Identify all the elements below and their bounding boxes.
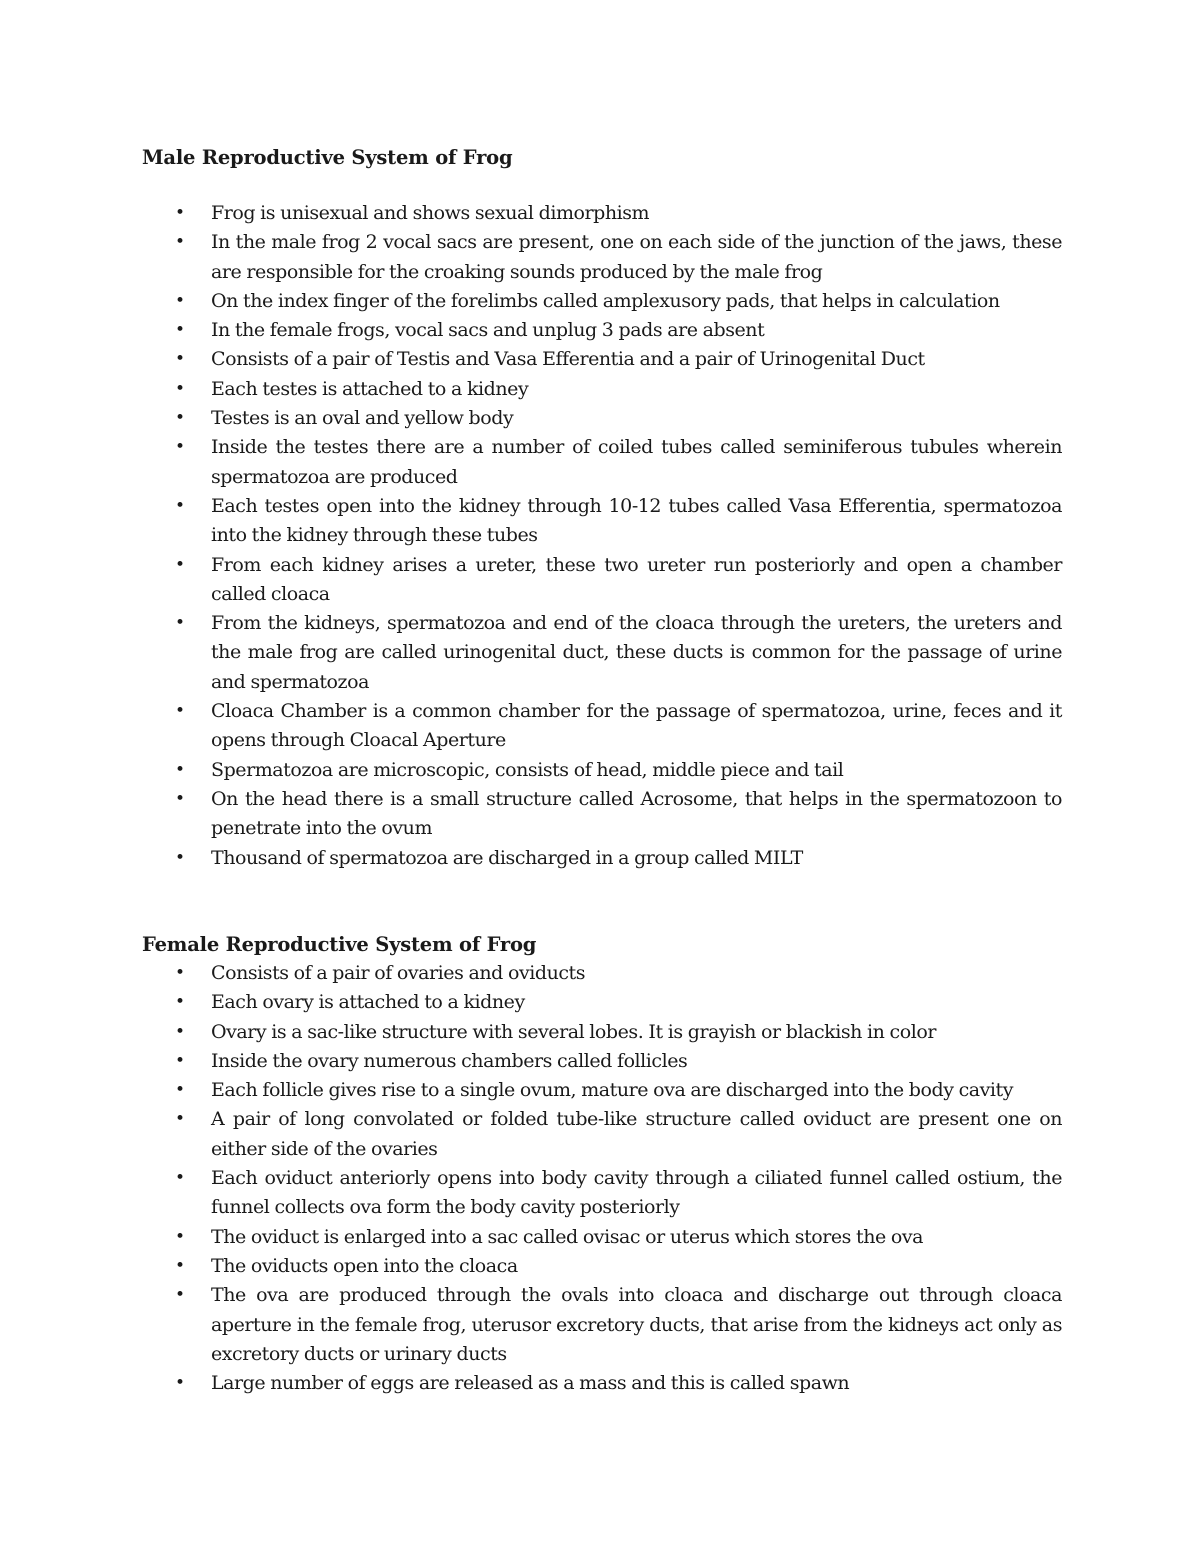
list-item — [142, 959, 1062, 988]
bullet-icon: • — [175, 290, 185, 311]
list-item-text: Frog is unisexual and shows sexual dimorphism — [211, 202, 650, 224]
list-item — [142, 1164, 1062, 1223]
list-item — [142, 492, 1062, 551]
list-item — [142, 1105, 1062, 1164]
list-item — [142, 287, 1062, 316]
female-bullet-list — [142, 959, 1062, 1398]
bullet-icon: • — [175, 1021, 185, 1042]
bullet-icon: • — [175, 495, 185, 516]
list-item-text: On the index finger of the forelimbs called amplexusory pads, that helps in calculation — [211, 289, 1000, 312]
male-bullet-list — [142, 199, 1062, 873]
bullet-icon: • — [175, 701, 185, 722]
list-item-text: Each follicle gives rise to a single ovum, mature ova are discharged into the body cavity — [211, 1079, 1014, 1102]
list-item-text: The ova are produced through the ovals into cloaca and discharge out through cloaca aperture in the female frog, uterusor excretory ducts, that arise from the kidneys act only as excretory ducts or urinary ducts — [211, 1284, 1062, 1365]
list-item — [142, 551, 1062, 610]
list-item-text: The oviduct is enlarged into a sac called ovisac or uterus which stores the ova — [211, 1225, 924, 1248]
female-heading: Female Reproductive System of Frog — [142, 933, 537, 956]
list-item-text: Consists of a pair of ovaries and oviducts — [211, 962, 586, 984]
bullet-icon: • — [175, 992, 185, 1013]
bullet-icon: • — [175, 1168, 185, 1189]
list-item — [142, 785, 1062, 844]
bullet-icon: • — [175, 1373, 185, 1394]
male-section — [142, 143, 1062, 873]
list-item-text: Each ovary is attached to a kidney — [211, 991, 525, 1014]
bullet-icon: • — [175, 788, 185, 809]
bullet-icon: • — [175, 613, 185, 634]
list-item-text: A pair of long convolated or folded tube-like structure called oviduct are present one on either side of the ovaries — [211, 1108, 1062, 1160]
bullet-icon: • — [175, 1050, 185, 1071]
list-item — [142, 609, 1062, 697]
list-item — [142, 375, 1062, 404]
list-item — [142, 228, 1062, 287]
list-item-text: Large number of eggs are released as a mass and this is called spawn — [211, 1372, 850, 1395]
bullet-icon: • — [175, 437, 185, 458]
list-item — [142, 1281, 1062, 1369]
list-item — [142, 433, 1062, 492]
list-item — [142, 345, 1062, 374]
list-item — [142, 697, 1062, 756]
list-item — [142, 1369, 1062, 1398]
male-heading: Male Reproductive System of Frog — [142, 146, 513, 169]
list-item — [142, 1076, 1062, 1105]
bullet-icon: • — [175, 1109, 185, 1130]
list-item-text: Spermatozoa are microscopic, consists of head, middle piece and tail — [211, 758, 844, 781]
bullet-icon: • — [175, 203, 185, 223]
list-item — [142, 844, 1062, 873]
list-item-text: Consists of a pair of Testis and Vasa Efferentia and a pair of Urinogenital Duct — [211, 348, 925, 371]
list-item — [142, 1047, 1062, 1076]
list-item-text: Inside the ovary numerous chambers called follicles — [211, 1049, 688, 1072]
list-item — [142, 1018, 1062, 1047]
list-item — [142, 1252, 1062, 1281]
list-item-text: Ovary is a sac-like structure with several lobes. It is grayish or blackish in color — [211, 1020, 936, 1043]
list-item-text: Each oviduct anteriorly opens into body cavity through a ciliated funnel called ostium, the funnel collects ova form the body cavity posteriorly — [211, 1167, 1062, 1219]
list-item-text: Thousand of spermatozoa are discharged in a group called MILT — [211, 846, 803, 869]
bullet-icon: • — [175, 1080, 185, 1101]
list-item-text: In the male frog 2 vocal sacs are present, one on each side of the junction of the jaws, these are responsible for the croaking sounds produced by the male frog — [211, 231, 1062, 283]
bullet-icon: • — [175, 1285, 185, 1306]
female-section — [142, 930, 1062, 1398]
bullet-icon: • — [175, 349, 185, 370]
list-item-text: Each testes is attached to a kidney — [211, 377, 529, 400]
list-item — [142, 756, 1062, 785]
list-item — [142, 199, 1062, 228]
list-item-text: From the kidneys, spermatozoa and end of the cloaca through the ureters, the ureters and the male frog are called urinogenital duct, these ducts is common for the passage of urine and spermatozoa — [211, 612, 1062, 693]
list-item — [142, 404, 1062, 433]
bullet-icon: • — [175, 554, 185, 575]
bullet-icon: • — [175, 232, 185, 253]
list-item-text: From each kidney arises a ureter, these two ureter run posteriorly and open a chamber called cloaca — [211, 553, 1062, 605]
list-item — [142, 316, 1062, 345]
list-item-text: In the female frogs, vocal sacs and unplug 3 pads are absent — [211, 319, 765, 342]
bullet-icon: • — [175, 320, 185, 341]
bullet-icon: • — [175, 1226, 185, 1247]
bullet-icon: • — [175, 408, 185, 429]
bullet-icon: • — [175, 759, 185, 780]
list-item-text: On the head there is a small structure called Acrosome, that helps in the spermatozoon to penetrate into the ovum — [211, 787, 1062, 840]
bullet-icon: • — [175, 847, 185, 868]
list-item — [142, 988, 1062, 1017]
list-item-text: Inside the testes there are a number of coiled tubes called seminiferous tubules wherein spermatozoa are produced — [211, 436, 1062, 488]
list-item-text: Each testes open into the kidney through 10-12 tubes called Vasa Efferentia, spermatozoa into the kidney through these tubes — [211, 494, 1062, 547]
list-item — [142, 1223, 1062, 1252]
list-item-text: Testes is an oval and yellow body — [211, 407, 514, 430]
bullet-icon: • — [175, 1255, 185, 1276]
bullet-icon: • — [175, 378, 185, 399]
bullet-icon: • — [175, 963, 185, 983]
list-item-text: Cloaca Chamber is a common chamber for the passage of spermatozoa, urine, feces and it opens through Cloacal Aperture — [211, 700, 1062, 752]
list-item-text: The oviducts open into the cloaca — [211, 1254, 518, 1277]
